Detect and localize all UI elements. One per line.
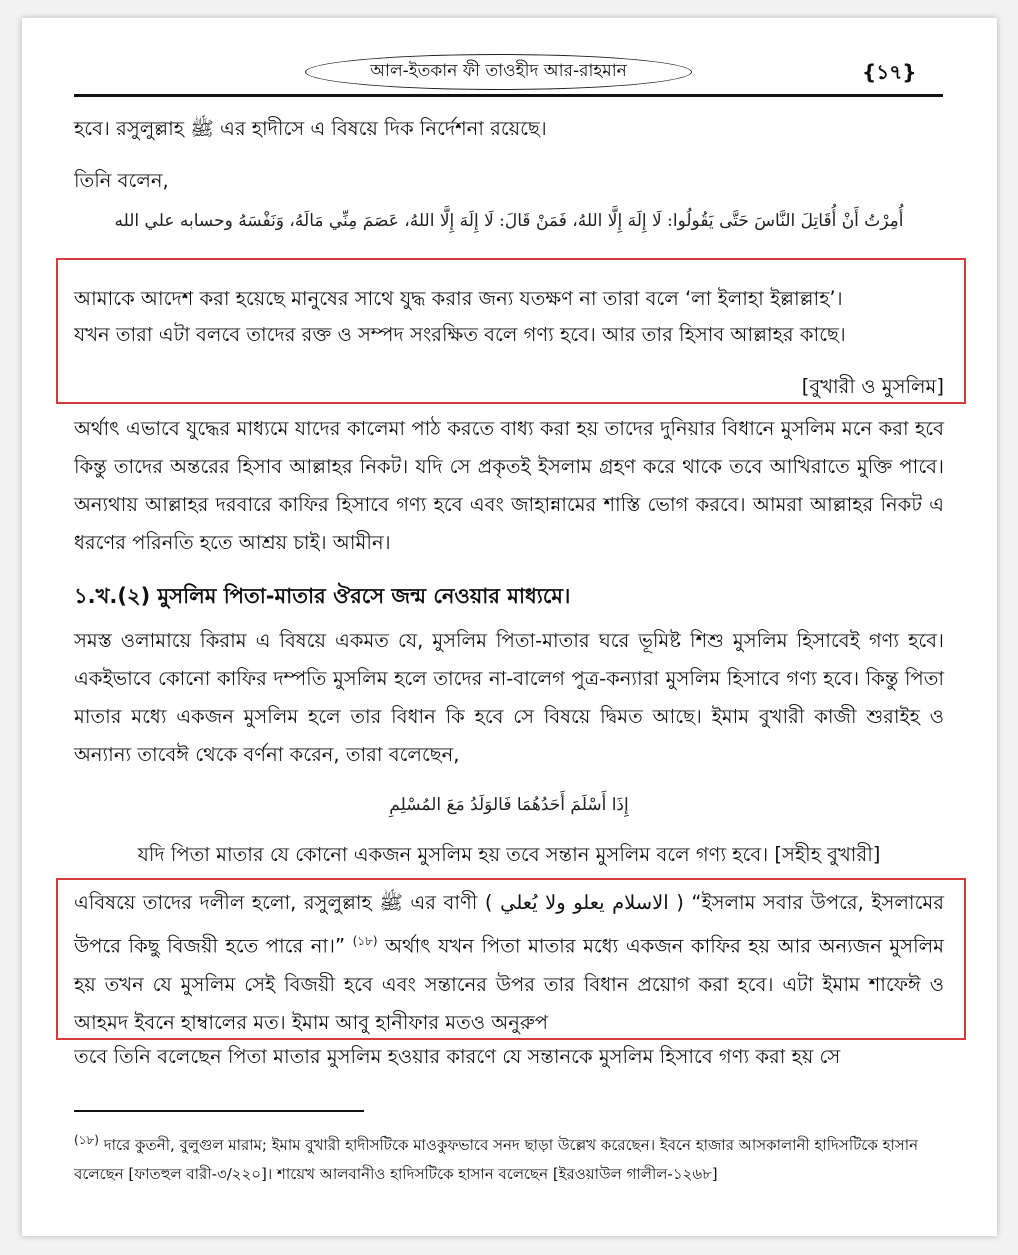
footnote-reference[interactable]: (১৮) <box>352 934 378 948</box>
header-title-text: আল-ইতকান ফী তাওহীদ আর-রাহমান <box>370 61 627 81</box>
paragraph-evidence <box>74 884 944 1042</box>
translation-line-2: যখন তারা এটা বলবে তাদের রক্ত ও সম্পদ সংরক্ষিত বলে গণ্য হবে। আর তার হিসাব আল্লাহর কাছে। <box>74 323 846 346</box>
header-divider <box>74 94 943 97</box>
paragraph-scholars: সমস্ত ওলামায়ে কিরাম এ বিষয়ে একমত যে, মুসলিম পিতা-মাতার ঘরে ভূমিষ্ট শিশু মুসলিম হিসাবেই গণ্য হবে। একইভাবে কোনো কাফির দম্পতি মুসলিম হলে তাদের না-বালেগ পুত্র-কন্যারা মুসলিম হিসাবে গণ্য হবে। কিন্তু পিতা মাতার মধ্যে একজন মুসলিম হলে তার বিধান কি হবে সে বিষয়ে দ্বিমত আছে। ইমাম বুখারী কাজী শুরাইহ ও অন্যান্য তাবেঈ থেকে বর্ণনা করেন, তারা বলেছেন, <box>74 629 944 766</box>
paragraph-continuation: তবে তিনি বলেছেন পিতা মাতার মুসলিম হওয়ার কারণে যে সন্তানকে মুসলিম হিসাবে গণ্য করা হয় সে <box>74 1045 841 1068</box>
footnote-divider <box>74 1110 364 1112</box>
document-page <box>22 18 997 1236</box>
evidence-text-b: ) “ইসলাম সবার উপরে, ইসলামের উপরে কিছু বিজয়ী হতে পারে না।” <box>74 891 944 958</box>
footnote-text: দারে কুতনী, বুলুগুল মারাম; ইমাম বুখারী হাদীসটিকে মাওকুফভাবে সনদ ছাড়া উল্লেখ করেছেন। ইবনে হাজার আসকালানী হাদিসটিকে হাসান বলেছেন [ফাতহুল বারী-৩/২২০]। শায়েখ আলবানীও হাদিসটিকে হাসান বলেছেন [ইরওয়াউল গালীল-১২৬৮] <box>74 1136 919 1183</box>
running-header-title <box>305 54 692 90</box>
hadith-source: [বুখারী ও মুসলিম] <box>801 375 944 398</box>
evidence-text-c: অর্থাৎ যখন পিতা মাতার মধ্যে একজন কাফির হয় আর অন্যজন মুসলিম হয় তখন যে মুসলিম সেই বিজয়ী হবে এবং সন্তানের উপর তার বিধান প্রয়োগ করা হবে। এটা ইমাম শাফেঈ ও আহমদ ইবনে হাম্বালের মত। ইমাম আবু হানীফার মতও অনুরুপ <box>74 934 945 1034</box>
arabic-hadith-text: أُمِرْتُ أَنْ أُقَاتِلَ النَّاسَ حَتَّى يَقُولُوا: لَا إِلَهَ إِلَّا اللهُ، فَمَنْ قَالَ: لَا إِلَهَ إِلَّا اللهُ، عَصَمَ مِنِّي مَالَهُ، وَنَفْسَهُ وحسابه علي الله <box>114 211 904 231</box>
paragraph-he-said: তিনি বলেন, <box>74 169 169 192</box>
evidence-text-a: এবিষয়ে তাদের দলীল হলো, রসুলুল্লাহ ﷺ এর বাণী ( <box>74 891 493 914</box>
translation-line-1: আমাকে আদেশ করা হয়েছে মানুষের সাথে যুদ্ধ করার জন্য যতক্ষণ না তারা বলে ‘লা ইলাহা ইল্লাল্লাহ’। <box>74 287 843 310</box>
footnote <box>74 1126 944 1189</box>
paragraph-explanation: অর্থাৎ এভাবে যুদ্ধের মাধ্যমে যাদের কালেমা পাঠ করতে বাধ্য করা হয় তাদের দুনিয়ার বিধানে মুসলিম মনে করা হবে কিন্তু তাদের অন্তরের হিসাব আল্লাহর নিকট। যদি সে প্রকৃতই ইসলাম গ্রহণ করে থাকে তবে আখিরাতে মুক্তি পাবে। অন্যথায় আল্লাহর দরবারে কাফির হিসাবে গণ্য হবে এবং জাহান্নামের শাস্তি ভোগ করবে। আমরা আল্লাহর নিকট এ ধরণের পরিনতি হতে আশ্রয় চাই। আমীন। <box>74 417 944 554</box>
footnote-marker: (১৮) <box>74 1133 99 1147</box>
arabic-quote: إِذَا أَسْلَمَ أَحَدُهُمَا فَالوَلَدُ مَعَ المُسْلِمِ <box>389 795 629 815</box>
paragraph-intro: হবে। রসুলুল্লাহ ﷺ এর হাদীসে এ বিষয়ে দিক নির্দেশনা রয়েছে। <box>74 117 547 140</box>
paragraph-quote-translation: যদি পিতা মাতার যে কোনো একজন মুসলিম হয় তবে সন্তান মুসলিম বলে গণ্য হবে। [সহীহ বুখারী] <box>137 843 881 866</box>
page-number: {১৭} <box>862 60 917 84</box>
evidence-arabic: الاسلام يعلو ولا يُعلي <box>500 891 669 914</box>
section-heading: ১.খ.(২) মুসলিম পিতা-মাতার ঔরসে জন্ম নেওয়ার মাধ্যমে। <box>74 584 571 608</box>
